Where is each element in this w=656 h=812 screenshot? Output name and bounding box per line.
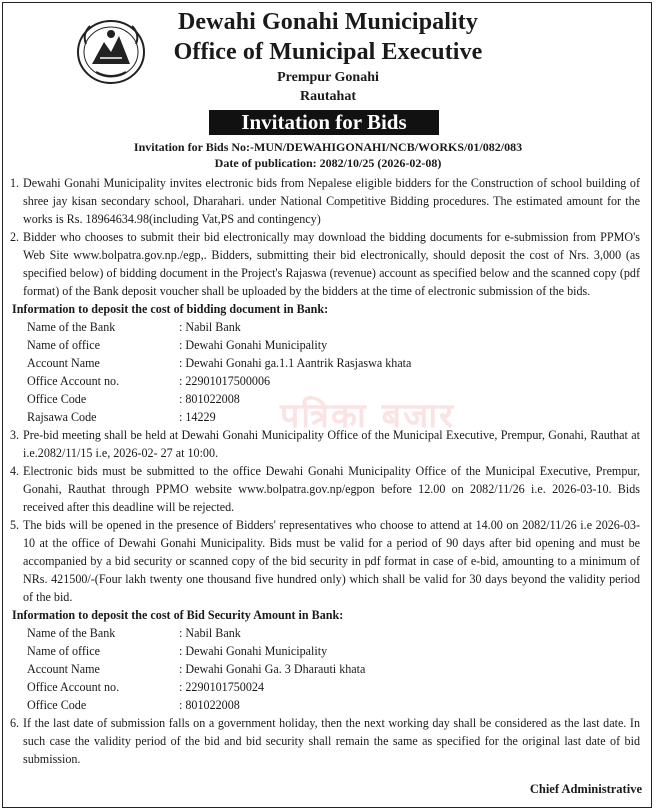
item-number: 5. [10,518,20,532]
field-label: Account Name [27,662,100,676]
section-heading-bidding-document: Information to deposit the cost of bidding document in Bank: [12,302,329,316]
list-item [10,228,640,300]
field-value: : 801022008 [179,698,240,712]
bank-info-row [10,336,640,354]
list-item [10,516,640,606]
item-number: 2. [10,230,20,244]
item-text: Electronic bids must be submitted to the office Dewahi Gonahi Municipality Office of the Municipal Executive, Prempur, Gonahi, Rauthat through PPMO website www.bolpatra.gov.np/egpon before 12.00 on 2082/11/26 i.e. 2026-03-10. Bids received after this deadline will be rejected. [23,464,640,514]
section-heading-bid-security: Information to deposit the cost of Bid Security Amount in Bank: [12,608,344,622]
list-item [10,426,640,462]
item-text: Bidder who chooses to submit their bid electronically may download the bidding documents for e-submission from PPMO's Web Site www.bolpatra.gov.np./egp,. Bidders, submitting their bid electronically, should deposit the cost of Nrs. 3,000 (as specified below) of bidding document in the Project's Rajaswa (revenue) account as specified below and the scanned copy (pdf format) of the Bank deposit voucher shall be uploaded by the bidders at the time of electronic submission of the bids. [23,230,640,298]
bid-number: Invitation for Bids No:-MUN/DEWAHIGONAHI/NCB/WORKS/01/082/083 [133,140,523,154]
item-text: Pre-bid meeting shall be held at Dewahi Gonahi Municipality Office of the Municipal Executive, Prempur, Gonahi, Rauthat at i.e.2082/11/15 i.e, 2026-02- 27 at 10:00. [23,428,640,460]
item-text: If the last date of submission falls on a government holiday, then the next working day shall be considered as the last date. In such case the validity period of the bid and bid security shall remain the same as specified for the original last date of bid submission. [23,716,640,766]
item-number: 3. [10,428,20,442]
signatory: Chief Administrative [529,782,642,796]
item-number: 4. [10,464,20,478]
notice-title-banner: Invitation for Bids [209,110,439,135]
field-value: : Dewahi Gonahi Municipality [179,644,328,658]
field-value: : 2290101750024 [179,680,264,694]
field-label: Office Account no. [27,680,120,694]
field-label: Name of office [27,644,100,658]
bank-info-row [10,696,640,714]
field-value: : Nabil Bank [179,626,241,640]
item-text: The bids will be opened in the presence of Bidders' representatives who choose to attend at 14.00 on 2082/11/26 i.e 2026-03-10 at the office of Dewahi Gonahi Municipality. Bids must be valid for a period of 90 days after bid opening and must be accompanied by a bid security or scanned copy of the bid security in pdf format in case of e-bid, amounting to a minimum of NRs. 421500/-(Four lakh twenty one thousand five hundred only) which shall be valid for 30 days beyond the validity period of the bid. [23,518,640,604]
field-label: Name of office [27,338,100,352]
field-label: Name of the Bank [27,626,116,640]
field-label: Name of the Bank [27,320,116,334]
item-number: 1. [10,176,20,190]
field-label: Account Name [27,356,100,370]
list-item [10,714,640,768]
list-item [10,174,640,228]
bank-info-row [10,678,640,696]
newspaper-watermark: पत्रिका बजार [280,396,455,436]
field-label: Office Account no. [27,374,120,388]
item-number: 6. [10,716,20,730]
field-label: Office Code [27,392,87,406]
bank-info-row [10,318,640,336]
bank-info-row [10,624,640,642]
office-name: Office of Municipal Executive [173,39,483,65]
field-value: : Dewahi Gonahi Municipality [179,338,328,352]
field-label: Office Code [27,698,87,712]
bank-info-row [10,642,640,660]
place-line-2: Rautahat [299,89,356,104]
bank-info-row [10,408,640,426]
place-line-1: Prempur Gonahi [277,70,379,85]
field-value: : 801022008 [179,392,240,406]
field-value: : 22901017500006 [179,374,271,388]
publication-date: Date of publication: 2082/10/25 (2026-02-08) [214,156,442,170]
field-value: : Dewahi Gonahi ga.1.1 Aantrik Rasjaswa khata [179,356,412,370]
field-value: : 14229 [179,410,216,424]
bank-info-row [10,390,640,408]
field-value: : Nabil Bank [179,320,241,334]
notice-body [10,174,640,768]
org-name: Dewahi Gonahi Municipality [178,9,478,35]
field-value: : Dewahi Gonahi Ga. 3 Dharauti khata [179,662,366,676]
bank-info-row [10,372,640,390]
field-label: Rajsawa Code [27,410,97,424]
item-text: Dewahi Gonahi Municipality invites electronic bids from Nepalese eligible bidders for the Construction of school building of shree jay kisan secondary school, Dharahari. under National Competitive Bidding procedures. The estimated amount for the works is Rs. 18964634.98(including Vat,PS and contingency) [23,176,640,226]
bank-info-row [10,660,640,678]
bank-info-row [10,354,640,372]
list-item [10,462,640,516]
